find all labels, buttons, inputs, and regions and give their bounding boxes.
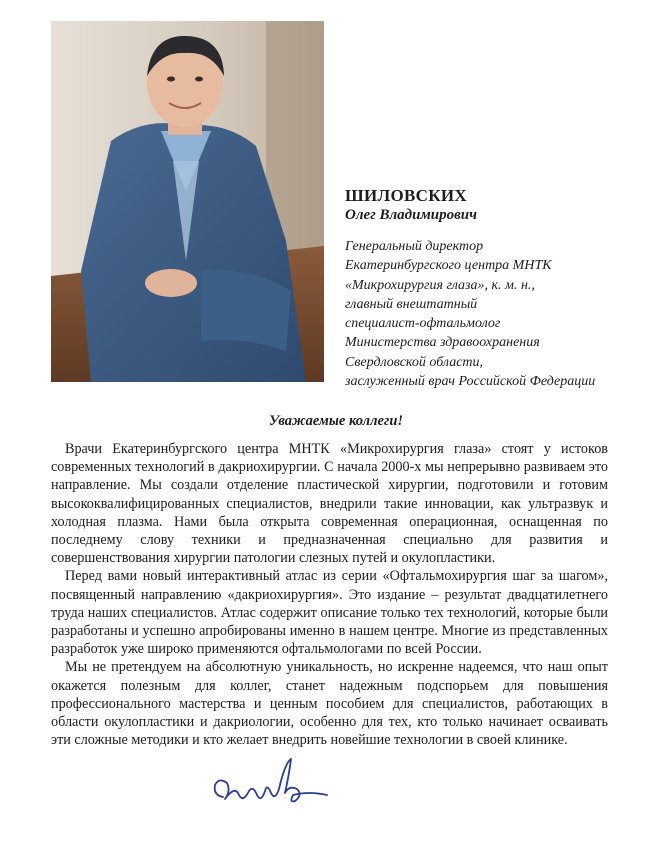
name-block (345, 186, 655, 225)
letter-body (51, 440, 608, 749)
portrait-photo (51, 21, 324, 382)
position-block (345, 237, 655, 391)
position-line: Свердловской области, (345, 354, 484, 370)
left-eye (167, 77, 175, 82)
portrait-illustration (51, 21, 324, 382)
position-line: «Микрохирургия глаза», к. м. н., (345, 277, 535, 293)
surname: ШИЛОВСКИХ (345, 186, 467, 205)
position-line: Екатеринбургского центра МНТК (345, 258, 552, 274)
given-names: Олег Владимирович (345, 207, 477, 223)
hands (145, 269, 197, 297)
paragraph: Перед вами новый интерактивный атлас из серии «Офтальмохирургия шаг за шагом», посвященный направлению «дакриохирургия». Это издание – результат двадцатилетнего труда наших специалистов. Атлас содержит описание только тех технологий, которые были разработаны и успешно апробированы именно в нашем центре. Многие из представленных разработок уже широко применяются офтальмологами по всей России. (51, 568, 608, 658)
position-line: Министерства здравоохранения (345, 335, 540, 351)
position-line: главный внештатный (345, 296, 478, 312)
position-line: заслуженный врач Российской Федерации (345, 374, 596, 390)
paragraph: Мы не претендуем на абсолютную уникальность, но искренне надеемся, что наш опыт окажется полезным для коллег, станет надежным подспорьем для повышения профессионального мастерства и ценным пособием для специалистов, работающих в области окулопластики и дакриологии, особенно для тех, кто только начинает осваивать эти сложные методики и кто желает внедрить новейшие технологии в своей клинике. (51, 659, 608, 749)
paragraph: Врачи Екатеринбургского центра МНТК «Микрохирургия глаза» стоят у истоков современных технологий в дакриохирургии. С начала 2000-х мы непрерывно развиваем это направление. Мы создали отделение пластической хирургии, подготовили и готовим высококвалифицированных специалистов, внедрили такие инновации, как ультразвук и холодная плазма. Нами была открыта современная операционная, оснащенная по последнему слову техники и предназначенная специально для развития и совершенствования хирургии патологии слезных путей и окулопластики. (51, 441, 608, 567)
salutation: Уважаемые коллеги! (268, 413, 404, 429)
right-eye (195, 77, 203, 82)
position-line: Генеральный директор (345, 239, 484, 254)
signature (205, 755, 335, 825)
position-line: специалист-офтальмолог (345, 316, 501, 332)
